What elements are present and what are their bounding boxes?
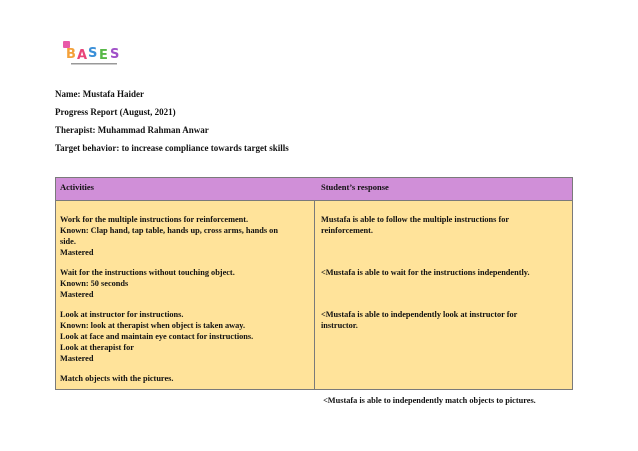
table-body-row [56, 201, 572, 405]
activity-line: Mastered [60, 354, 94, 363]
column-header-response: Student’s response [321, 182, 389, 192]
response-line: <Mustafa is able to independently match objects to pictures. [321, 396, 536, 405]
table-header-row [56, 178, 572, 201]
response-block [321, 309, 568, 373]
report-title: Progress Report (August, 2021) [55, 107, 176, 117]
response-line: <Mustafa is able to wait for the instructions independently. [321, 268, 530, 277]
activities-column [56, 201, 315, 389]
response-block [321, 214, 568, 267]
svg-text:E: E [99, 48, 108, 63]
therapist-name: Therapist: Muhammad Rahman Anwar [55, 125, 209, 135]
activity-line: Mastered [60, 290, 94, 299]
activity-block [60, 267, 310, 309]
activity-block [60, 214, 310, 267]
response-block [321, 267, 568, 309]
student-name: Name: Mustafa Haider [55, 89, 144, 99]
svg-text:S: S [88, 46, 98, 61]
activity-line: Known: look at therapist when object is taken away. [60, 321, 246, 330]
activity-line: Known: 50 seconds [60, 279, 129, 288]
response-line: <Mustafa is able to independently look at instructor for [321, 310, 518, 319]
response-block [321, 373, 568, 428]
activity-line: Mastered [60, 248, 94, 257]
activity-line: side. [60, 237, 76, 246]
svg-text:B: B [66, 47, 76, 62]
responses-column [315, 201, 572, 405]
activity-line: Wait for the instructions without touching object. [60, 268, 235, 277]
response-line: Mustafa is able to follow the multiple instructions for [321, 215, 510, 224]
column-header-activities: Activities [60, 182, 94, 192]
response-line: reinforcement. [321, 226, 373, 235]
activity-line: Match objects with the pictures. [60, 374, 174, 383]
response-line: instructor. [321, 321, 358, 330]
activity-line: Look at therapist for [60, 343, 134, 352]
activity-line: Look at face and maintain eye contact for instructions. [60, 332, 254, 341]
progress-table [55, 177, 573, 405]
activity-line: Work for the multiple instructions for reinforcement. [60, 215, 249, 224]
svg-text:A: A [77, 48, 88, 63]
target-behavior: Target behavior: to increase compliance towards target skills [55, 143, 289, 153]
activity-line: Look at instructor for instructions. [60, 310, 184, 319]
bases-logo [61, 38, 127, 68]
svg-text:S: S [110, 47, 120, 62]
activity-line: Known: Clap hand, tap table, hands up, cross arms, hands on [60, 226, 278, 235]
activity-block [60, 309, 310, 373]
activity-block [60, 373, 310, 384]
